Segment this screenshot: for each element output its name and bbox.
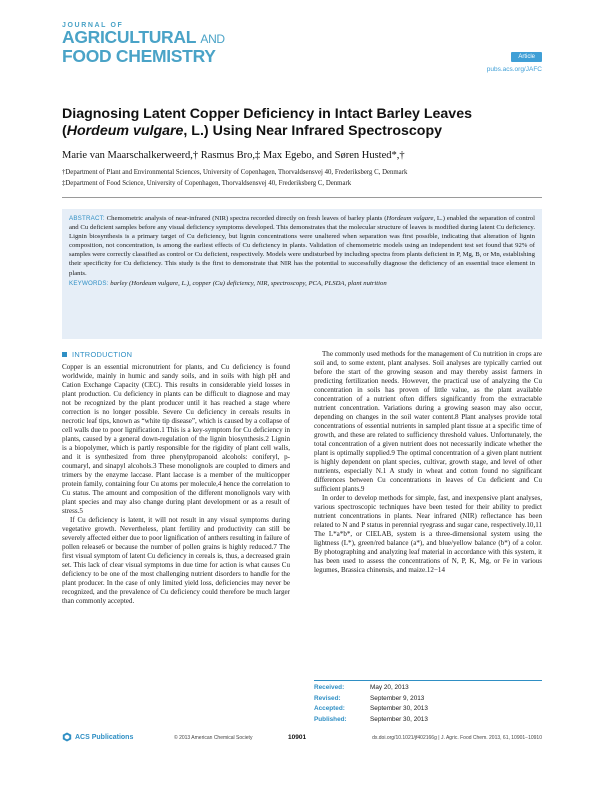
doi-citation-link[interactable]: dx.doi.org/10.1021/jf402166g | J. Agric. Food Chem. 2013, 61, 10901−10910 — [372, 735, 542, 741]
masthead — [62, 22, 542, 86]
logo-word-agricultural: AGRICULTURAL — [62, 27, 196, 47]
logo-top-line: JOURNAL OF — [62, 22, 124, 29]
page-footer — [62, 732, 542, 746]
abstract-box — [62, 209, 542, 339]
article-title — [62, 106, 542, 140]
acs-publications-logo — [62, 732, 133, 742]
abstract-paragraph — [69, 214, 535, 278]
accepted-value: September 30, 2013 — [370, 705, 428, 712]
keywords-line — [69, 279, 535, 288]
date-accepted — [314, 704, 542, 715]
section-heading-introduction — [62, 350, 290, 359]
dates-divider — [314, 680, 542, 681]
abstract-label: ABSTRACT: — [69, 215, 105, 222]
journal-logo — [62, 22, 302, 65]
received-value: May 20, 2013 — [370, 684, 409, 691]
revised-value: September 9, 2013 — [370, 694, 425, 702]
affiliations — [62, 168, 542, 189]
accepted-label: Accepted: — [314, 705, 345, 712]
intro-paragraph-3: The commonly used methods for the management of Cu nutrition in crops are soil and, to some extent, plant analyses. Soil analyses are typically carried out before the start of the growing season and may thereby assist farmers in predicting fertilization needs. However, the practical use of analyzing the Cu concentration in soils has proven of little value, as the plant available concentration of a nutrient often differs significantly from the extractable nutrient concentration. Variations during a growing season may also occur, depending on changes in the soil water content.8 Plant analyses provide total concentrations of essential nutrients in sampled plant tissue at a specific time of growth, and these are related to sufficiency threshold values. Unfortunately, the total concentration of a given nutrient does not necessarily indicate whether the plant is optimally supplied.9 The optimal concentration of a given plant nutrient is highly dependent on plant species, cultivar, growth stage, and level of other nutrients, especially N.1 A study in wheat and cotton found no significant differences between Cu concentrations in leaves of Cu deficient and Cu sufficient plants.9 — [314, 350, 542, 493]
body-column-right — [314, 350, 542, 575]
published-label: Published: — [314, 715, 347, 723]
title-species: Hordeum vulgare — [66, 123, 184, 139]
header-divider — [62, 197, 542, 198]
published-value: September 30, 2013 — [370, 715, 428, 723]
article-type-badge: Article — [511, 52, 542, 62]
page-number: 10901 — [288, 734, 307, 741]
logo-word-and: AND — [200, 32, 225, 46]
abstract-species: Hordeum vulgare — [386, 215, 434, 222]
title-line-1: Diagnosing Latent Copper Deficiency in Intact Barley Leaves — [62, 106, 472, 122]
revised-label: Revised: — [314, 694, 341, 702]
title-rest: , L.) Using Near Infrared Spectroscopy — [183, 123, 443, 139]
body-column-left — [62, 350, 290, 606]
title-paren: ( — [62, 123, 67, 139]
section-square-icon — [62, 352, 67, 357]
author-list: Marie van Maarschalkerweerd,† Rasmus Bro,‡ Max Egebo, and Søren Husted*,† — [62, 150, 405, 161]
date-published — [314, 715, 542, 726]
affiliation-1: †Department of Plant and Environmental Sciences, University of Copenhagen, Thorvaldsensvej 40, Frederiksberg C, Denmark — [62, 169, 408, 176]
copyright-notice: © 2013 American Chemical Society — [174, 735, 253, 741]
received-label: Received: — [314, 684, 345, 691]
intro-paragraph-4: In order to develop methods for simple, fast, and inexpensive plant analyses, various spectroscopic techniques have been tested for their ability to predict nutrient concentrations in plants. Near infrared (NIR) reflectance has been related to N and P status in perennial ryegrass and sugar cane, respectively.10,11 The L*a*b*, or CIELAB, system is a three-dimensional system using the lightness (L*), green/red balance (a*), and blue/yellow balance (b*) of a color. By photographing and analyzing leaf material in accordance with this system, it has been used to assess the concentrations of N, P, K, Mg, or Fe in various legumes, Brassica chinensis, and maize.12−14 — [314, 494, 542, 574]
abstract-text-a: Chemometric analysis of near-infrared (NIR) spectra recorded directly on fresh leaves of barley plants ( — [106, 215, 387, 222]
date-revised — [314, 694, 542, 705]
publisher-name: ACS Publications — [75, 733, 134, 741]
abstract-text-b: , L.) enabled the separation of control and Cu deficient samples before any visual deficiency symptoms developed. This demonstrates that the molecular structure of leaves is modified during latent Cu deficiency. Lignin biosynthesis is a primary target of Cu deficiency, but lignin concentrations were unaltered when separation was first possible, indicating that alteration of lignin composition, not concentration, is among the earliest effects of Cu deficiency in plants. Validation of chemometric models using an independent test set found that 92% of samples were correctly classified as control or Cu deficient, respectively. Models were undisturbed by including spectra from plants deficient in P, Mg, B, or Mn, establishing their specificity for Cu deficiency. This study is the first to demonstrate that NIR has the potential to successfully diagnose the deficiency of an essential trace element in plants. — [69, 215, 535, 277]
logo-line-2: FOOD CHEMISTRY — [62, 46, 216, 66]
intro-paragraph-2: If Cu deficiency is latent, it will not result in any visual symptoms during vegetative growth. Nevertheless, plant fertility and productivity can still be severely affected either due to poor lignification of anthers resulting in failure of pollen release6 or because the number of pollen grains is highly reduced.7 The first visual symptom of latent Cu deficiency in cereals is, thus, a decreased grain set. This lack of clear visual symptoms in due time for action is what causes Cu deficiency to be one of the most challenging nutrient disorders to handle for the plant producer. In the case of only limited yield loss, deficiencies may never be recognized, and the prevalence of Cu deficiency could therefore be much larger than commonly accepted. — [62, 516, 290, 605]
section-heading-text: INTRODUCTION — [72, 350, 133, 359]
keywords-text: barley (Hordeum vulgare, L.), copper (Cu) deficiency, NIR, spectroscopy, PCA, PLSDA, plant nutrition — [110, 279, 387, 287]
keywords-label: KEYWORDS: — [69, 279, 109, 287]
acs-hexagon-icon — [62, 732, 72, 742]
affiliation-2: ‡Department of Food Science, University of Copenhagen, Thorvaldsensvej 40, Frederiksberg C, Denmark — [62, 179, 352, 187]
title-line-2 — [62, 123, 542, 140]
journal-url-link[interactable]: pubs.acs.org/JAFC — [486, 66, 542, 73]
date-received — [314, 683, 542, 694]
article-dates — [314, 683, 542, 725]
intro-paragraph-1: Copper is an essential micronutrient for plants, and Cu deficiency is found worldwide, mainly in humic and sandy soils, and in soils with high pH and Cation Exchange Capacity (CEC). This results in considerable yield losses in plant production. Cu deficiency in plants can be difficult to diagnose and may not be recognized by the plant producer until it has reached a stage where correction is no longer possible. Severe Cu deficiency in cereals results in necrotic leaf tips, known as “white tip disease”, which is caused by a collapse of cell walls due to poor lignification.1 This is a key-symptom for Cu deficiency in plants, caused by a general down-regulation of the lignin biosynthesis.2 Lignin is a biopolymer, which is partly responsible for the rigidity of plant cell walls, and it is synthesized from three phenylpropanoid alcohols: coniferyl, p-coumaryl, and sinapyl alcohols.3 These monolignols are coupled to dimers and trimers by the enzyme laccase. Plant laccase is a member of the multicopper protein family, containing four Cu atoms per molecule,4 hence the correlation to Cu status. The amount and composition of the different monolignols vary with plant species and may also change during plant development or as a result of stress.5 — [62, 363, 290, 515]
